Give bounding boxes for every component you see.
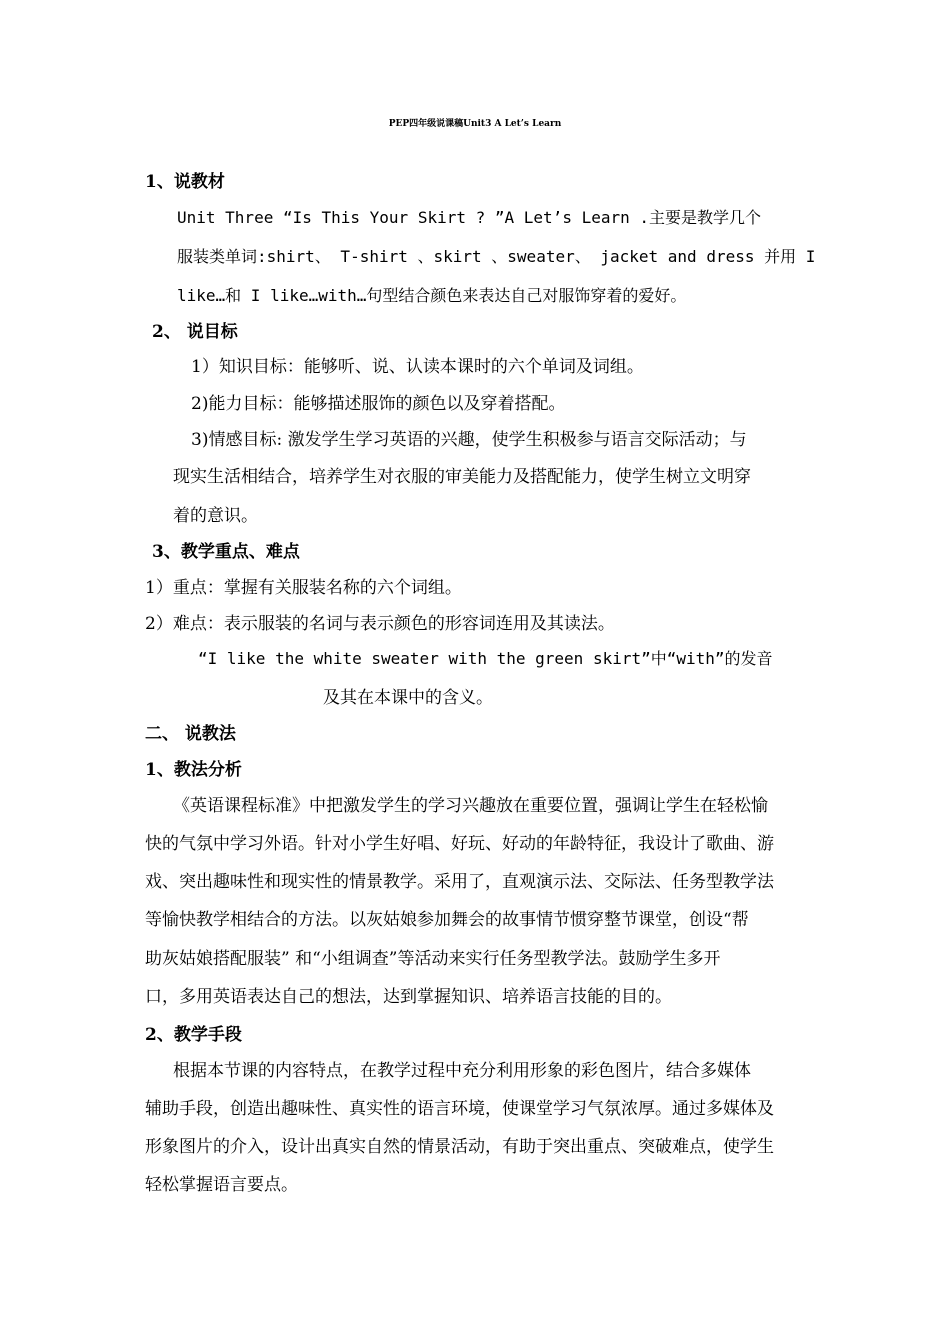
paragraph-line: 形象图片的介入，设计出真实自然的情景活动，有助于突出重点、突破难点，使学生 [145,1137,774,1157]
paragraph-line: 及其在本课中的含义。 [323,688,493,708]
paragraph-line: 《英语课程标准》中把激发学生的学习兴趣放在重要位置，强调让学生在轻松愉 [173,796,768,816]
paragraph-line: 服装类单词:shirt、 T-shirt 、skirt 、sweater、 jacket and dress 并用 I [177,247,816,266]
paragraph-line: 1）重点：掌握有关服装名称的六个词组。 [145,578,462,598]
section-heading-method-analysis: 1、教法分析 [145,760,242,780]
paragraph-line: 2)能力目标：能够描述服饰的颜色以及穿着搭配。 [191,394,566,414]
paragraph-line: like…和 I like…with…句型结合颜色来表达自己对服饰穿着的爱好。 [177,286,687,305]
paragraph-line: 助灰姑娘搭配服装” 和“小组调查”等活动来实行任务型教学法。鼓励学生多开 [145,949,721,969]
section-heading-goals: 2、 说目标 [152,322,238,342]
paragraph-line: 戏、突出趣味性和现实性的情景教学。采用了，直观演示法、交际法、任务型教学法 [145,872,774,892]
paragraph-line: 3)情感目标: 激发学生学习英语的兴趣，使学生积极参与语言交际活动；与 [191,430,747,450]
paragraph-line: 辅助手段，创造出趣味性、真实性的语言环境，使课堂学习气氛浓厚。通过多媒体及 [145,1099,774,1119]
paragraph-line: 着的意识。 [173,506,258,526]
paragraph-line: 快的气氛中学习外语。针对小学生好唱、好玩、好动的年龄特征，我设计了歌曲、游 [145,834,774,854]
section-heading-key-points: 3、教学重点、难点 [152,542,300,562]
paragraph-line: Unit Three “Is This Your Skirt ? ”A Let’s Learn .主要是教学几个 [177,208,762,227]
paragraph-line: 1）知识目标：能够听、说、认读本课时的六个单词及词组。 [191,357,644,377]
paragraph-line: 轻松掌握语言要点。 [145,1175,298,1195]
paragraph-line: “I like the white sweater with the green skirt”中“with”的发音 [198,649,773,668]
paragraph-line: 根据本节课的内容特点，在教学过程中充分利用形象的彩色图片，结合多媒体 [173,1061,751,1081]
paragraph-line: 等愉快教学相结合的方法。以灰姑娘参加舞会的故事情节惯穿整节课堂，创设“帮 [145,910,749,930]
paragraph-line: 口，多用英语表达自己的想法，达到掌握知识、培养语言技能的目的。 [145,987,672,1007]
section-heading-teaching-means: 2、教学手段 [145,1025,242,1045]
section-heading-textbook: 1、说教材 [145,172,225,192]
paragraph-line: 现实生活相结合，培养学生对衣服的审美能力及搭配能力，使学生树立文明穿 [173,467,751,487]
section-heading-methods: 二、 说教法 [145,724,236,744]
paragraph-line: 2）难点：表示服装的名词与表示颜色的形容词连用及其读法。 [145,614,615,634]
page-title: PEP四年级说课稿Unit3 A Let’s Learn [388,119,562,129]
